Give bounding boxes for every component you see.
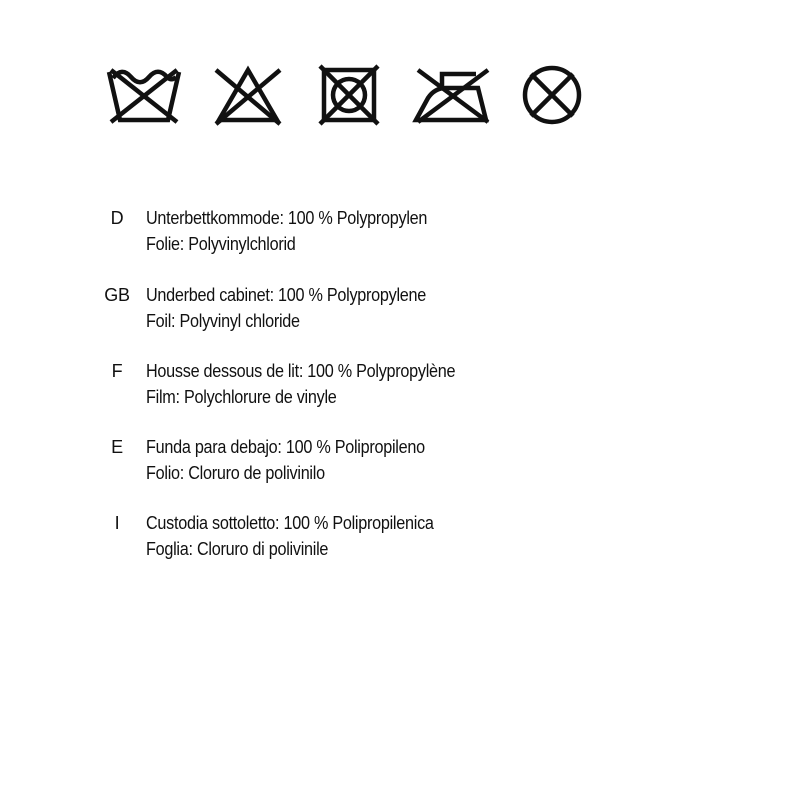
material-line: Folio: Cloruro de polivinilo — [146, 463, 325, 483]
language-block-f — [0, 358, 800, 410]
material-line: Film: Polychlorure de vinyle — [146, 387, 337, 407]
language-block-i — [0, 510, 800, 562]
material-line: Folie: Polyvinylchlorid — [146, 234, 296, 254]
language-code: I — [114, 513, 120, 533]
language-code: F — [111, 361, 123, 381]
material-line: Unterbettkommode: 100 % Polypropylen — [146, 208, 428, 228]
language-block-e — [0, 434, 800, 486]
language-code: GB — [104, 285, 130, 305]
material-line: Housse dessous de lit: 100 % Polypropylène — [146, 361, 456, 381]
material-line: Foglia: Cloruro di polivinile — [146, 539, 329, 559]
material-line: Underbed cabinet: 100 % Polypropylene — [146, 285, 427, 305]
language-code: D — [110, 208, 124, 228]
language-block-gb — [0, 282, 800, 334]
language-block-d — [0, 205, 800, 257]
material-line: Custodia sottoletto: 100 % Polipropilenica — [146, 513, 434, 533]
language-code: E — [111, 437, 123, 457]
material-line: Funda para debajo: 100 % Polipropileno — [146, 437, 425, 457]
material-line: Foil: Polyvinyl chloride — [146, 311, 300, 331]
